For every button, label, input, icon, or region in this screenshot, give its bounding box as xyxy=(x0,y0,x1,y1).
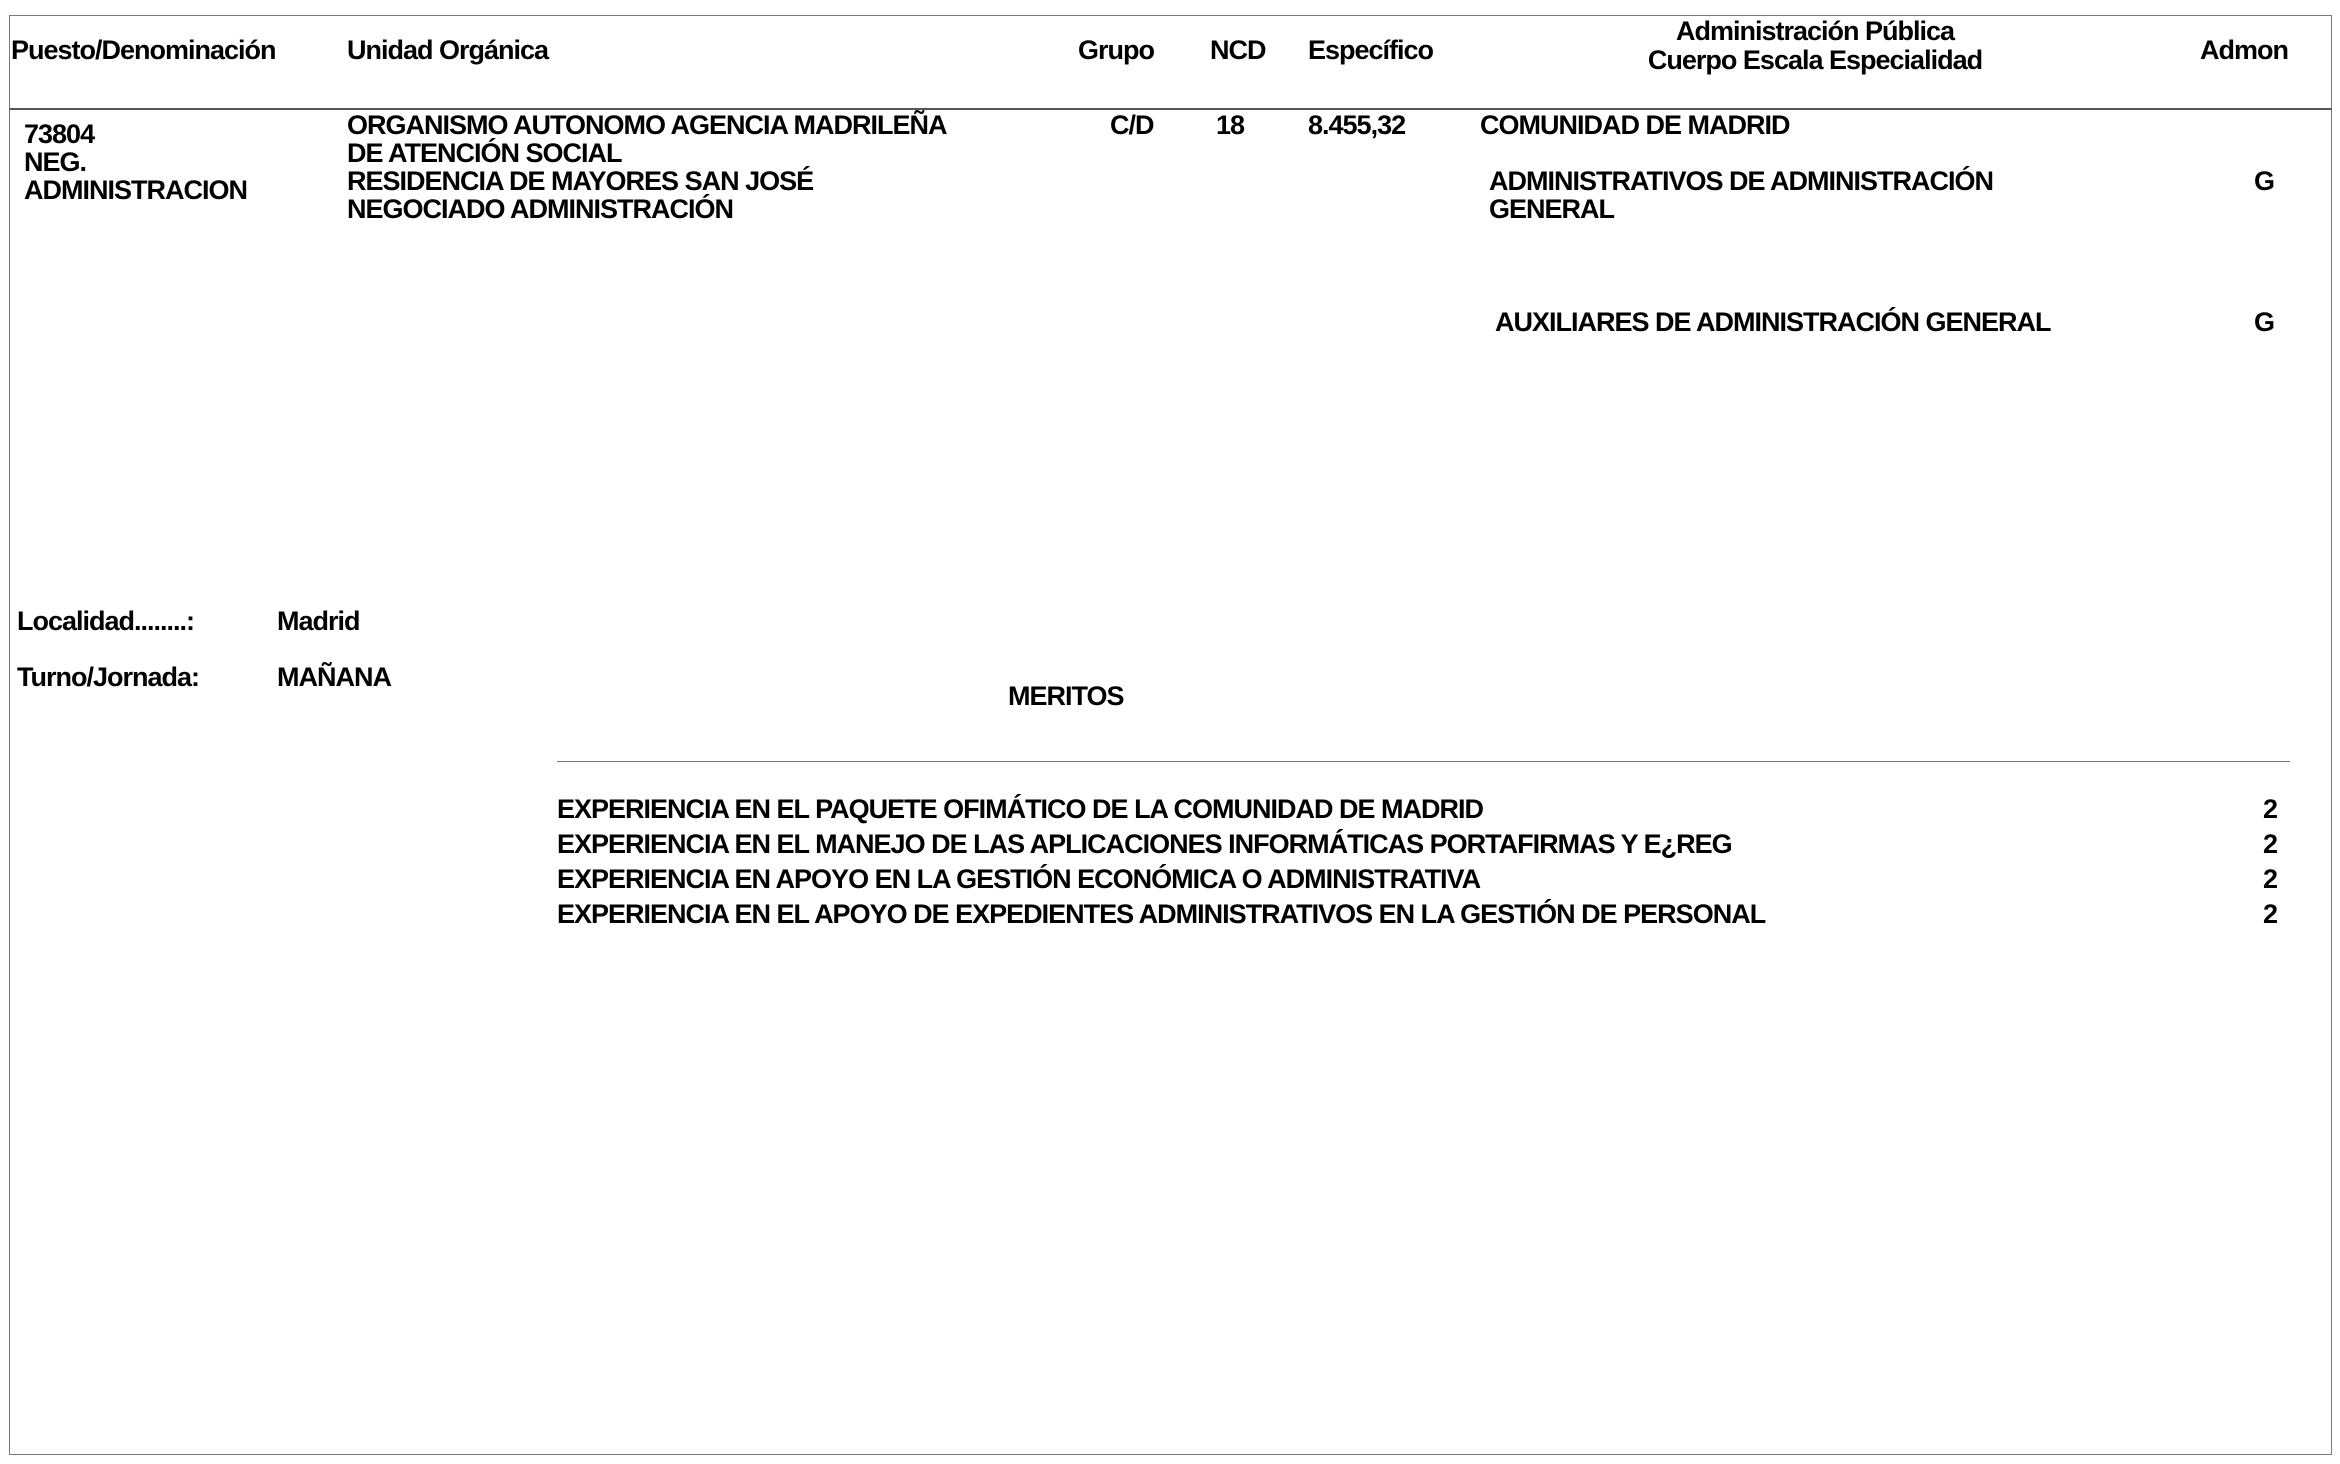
localidad-label: Localidad........: xyxy=(17,606,195,636)
merito-item-4: EXPERIENCIA EN EL APOYO DE EXPEDIENTES ADMINISTRATIVOS EN LA GESTIÓN DE PERSONAL xyxy=(557,899,1766,929)
merito-points-4: 2 xyxy=(2263,899,2278,929)
cuerpo-1-admon: G xyxy=(2254,166,2275,196)
header-admin-line1: Administración Pública xyxy=(1675,16,1955,46)
header-grupo: Grupo xyxy=(1078,35,1154,65)
puesto-denominacion-2: ADMINISTRACION xyxy=(24,175,247,205)
cuerpo-2-admon: G xyxy=(2254,307,2275,337)
header-ncd: NCD xyxy=(1210,35,1266,65)
header-admin-line2: Cuerpo Escala Especialidad xyxy=(1647,45,1983,75)
meritos-divider xyxy=(557,761,2290,762)
document-frame xyxy=(9,15,2332,1455)
header-especifico: Específico xyxy=(1308,35,1434,65)
unidad-line-4: NEGOCIADO ADMINISTRACIÓN xyxy=(347,194,733,224)
merito-item-1: EXPERIENCIA EN EL PAQUETE OFIMÁTICO DE LA COMUNIDAD DE MADRID xyxy=(557,794,1484,824)
grupo-value: C/D xyxy=(1110,110,1154,140)
localidad-value: Madrid xyxy=(277,606,360,636)
cuerpo-2-line1: AUXILIARES DE ADMINISTRACIÓN GENERAL xyxy=(1495,307,2051,337)
unidad-line-2: DE ATENCIÓN SOCIAL xyxy=(347,138,622,168)
puesto-denominacion-1: NEG. xyxy=(24,147,87,177)
ncd-value: 18 xyxy=(1216,110,1245,140)
administracion-value: COMUNIDAD DE MADRID xyxy=(1480,110,1790,140)
merito-points-2: 2 xyxy=(2263,829,2278,859)
especifico-value: 8.455,32 xyxy=(1308,110,1406,140)
unidad-line-1: ORGANISMO AUTONOMO AGENCIA MADRILEÑA xyxy=(347,110,947,140)
header-admon: Admon xyxy=(2200,35,2288,65)
cuerpo-1-line2: GENERAL xyxy=(1489,194,1615,224)
meritos-title: MERITOS xyxy=(1008,681,1124,711)
merito-points-1: 2 xyxy=(2263,794,2278,824)
turno-label: Turno/Jornada: xyxy=(17,662,200,692)
cuerpo-1-line1: ADMINISTRATIVOS DE ADMINISTRACIÓN xyxy=(1489,166,1993,196)
merito-item-3: EXPERIENCIA EN APOYO EN LA GESTIÓN ECONÓMICA O ADMINISTRATIVA xyxy=(557,864,1481,894)
merito-points-3: 2 xyxy=(2263,864,2278,894)
merito-item-2: EXPERIENCIA EN EL MANEJO DE LAS APLICACIONES INFORMÁTICAS PORTAFIRMAS Y E¿REG xyxy=(557,829,1732,859)
header-unidad: Unidad Orgánica xyxy=(347,35,549,65)
puesto-codigo: 73804 xyxy=(24,119,95,149)
header-puesto: Puesto/Denominación xyxy=(11,35,276,65)
turno-value: MAÑANA xyxy=(277,662,391,692)
unidad-line-3: RESIDENCIA DE MAYORES SAN JOSÉ xyxy=(347,166,814,196)
